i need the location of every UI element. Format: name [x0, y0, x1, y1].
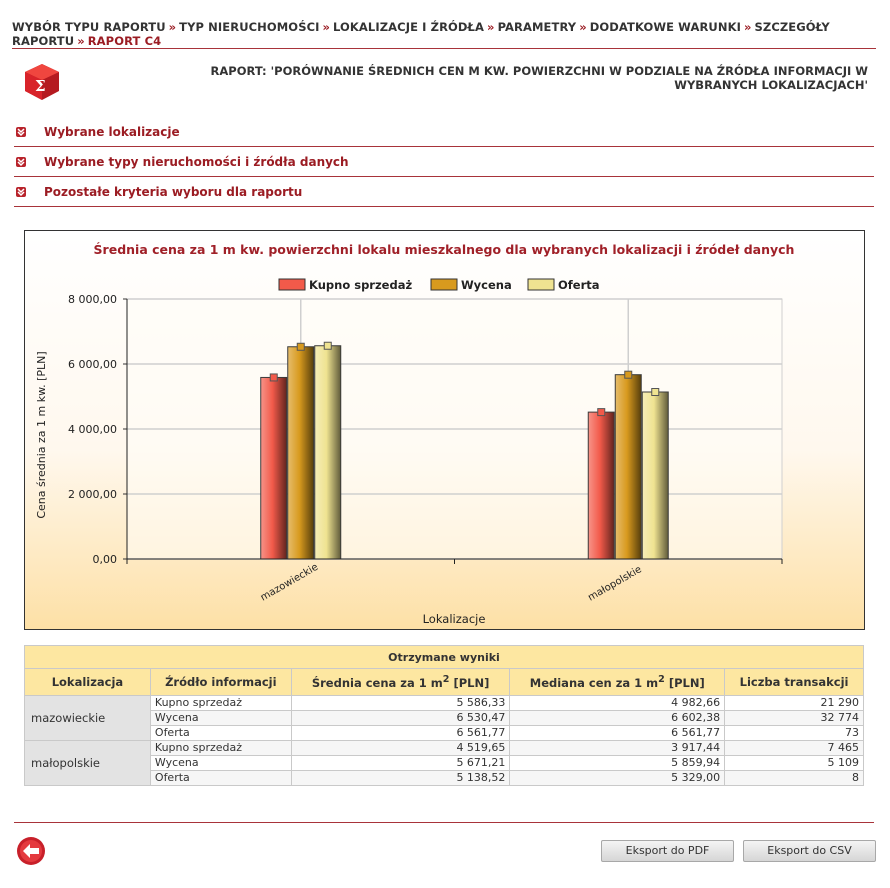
count-cell: 7 465	[725, 741, 864, 756]
location-cell: mazowieckie	[25, 696, 151, 741]
bar-oferta	[315, 346, 341, 559]
legend-swatch	[431, 279, 457, 290]
section-property-types[interactable]	[14, 154, 874, 177]
bar-marker	[652, 388, 659, 395]
column-header-median	[510, 669, 725, 696]
source-cell: Oferta	[150, 771, 291, 786]
breadcrumb-separator: »	[322, 20, 331, 34]
legend-label: Oferta	[558, 278, 600, 292]
superscript: 2	[442, 674, 450, 686]
average-cell: 6 561,77	[291, 726, 510, 741]
svg-text:Σ: Σ	[35, 77, 46, 95]
count-cell: 21 290	[725, 696, 864, 711]
header-divider	[12, 48, 876, 49]
breadcrumb-separator: »	[743, 20, 752, 34]
table-row	[25, 711, 864, 726]
breadcrumb-separator: »	[77, 34, 85, 48]
y-tick-label: 8 000,00	[68, 293, 117, 306]
count-cell: 73	[725, 726, 864, 741]
bar-wycena	[288, 347, 314, 559]
y-tick-label: 4 000,00	[68, 423, 117, 436]
header-unit: [PLN]	[453, 675, 490, 690]
breadcrumb-separator: »	[487, 20, 495, 34]
bar-kupno-sprzeda-	[588, 412, 614, 559]
breadcrumb-item-property-type[interactable]: TYP NIERUCHOMOŚCI	[179, 20, 320, 34]
y-tick-label: 2 000,00	[68, 488, 117, 501]
table-row	[25, 696, 864, 711]
chevron-down-icon	[16, 187, 26, 197]
chart-title: Średnia cena za 1 m kw. powierzchni lokalu mieszkalnego dla wybranych lokalizacji i źródeł danych	[93, 242, 795, 257]
table-row	[25, 756, 864, 771]
chevron-down-icon	[16, 127, 26, 137]
table-row	[25, 726, 864, 741]
header-text: Mediana cen za 1 m	[529, 675, 659, 690]
legend-swatch	[279, 279, 305, 290]
breadcrumb-item-locations[interactable]: LOKALIZACJE I ŹRÓDŁA	[333, 20, 485, 34]
bar-oferta	[642, 392, 668, 559]
report-title: RAPORT: 'PORÓWNANIE ŚREDNICH CEN M KW. POWIERZCHNI W PODZIALE NA ŹRÓDŁA INFORMACJI W WYBRANYCH LOKALIZACJACH'	[210, 64, 868, 92]
y-tick-label: 6 000,00	[68, 358, 117, 371]
results-table	[24, 645, 864, 786]
section-label: Pozostałe kryteria wyboru dla raportu	[44, 185, 303, 199]
section-other-criteria[interactable]	[14, 184, 874, 207]
bar-kupno-sprzeda-	[261, 377, 287, 559]
y-tick-label: 0,00	[92, 553, 117, 566]
location-cell: małopolskie	[25, 741, 151, 786]
sigma-cube-icon	[22, 62, 62, 102]
breadcrumb	[12, 20, 878, 48]
source-cell: Wycena	[150, 756, 291, 771]
breadcrumb-item-conditions[interactable]: DODATKOWE WARUNKI	[589, 20, 741, 34]
source-cell: Oferta	[150, 726, 291, 741]
bar-chart	[24, 230, 865, 630]
chevron-down-icon	[16, 157, 26, 167]
breadcrumb-separator: »	[168, 20, 177, 34]
column-header-source: Źródło informacji	[150, 669, 291, 696]
export-pdf-button[interactable]: Eksport do PDF	[601, 840, 734, 862]
breadcrumb-item-report-type[interactable]: WYBÓR TYPU RAPORTU	[12, 20, 166, 34]
median-cell: 6 602,38	[510, 711, 725, 726]
bar-marker	[625, 371, 632, 378]
breadcrumb-item-details[interactable]: SZCZEGÓŁY RAPORTU	[12, 20, 830, 48]
breadcrumb-item-parameters[interactable]: PARAMETRY	[497, 20, 577, 34]
legend-swatch	[528, 279, 554, 290]
section-label: Wybrane typy nieruchomości i źródła danych	[44, 155, 349, 169]
bar-marker	[598, 409, 605, 416]
count-cell: 5 109	[725, 756, 864, 771]
breadcrumb-separator: »	[579, 20, 587, 34]
results-caption: Otrzymane wyniki	[25, 646, 864, 669]
bar-marker	[324, 342, 331, 349]
average-cell: 4 519,65	[291, 741, 510, 756]
median-cell: 3 917,44	[510, 741, 725, 756]
median-cell: 5 859,94	[510, 756, 725, 771]
column-header-location: Lokalizacja	[25, 669, 151, 696]
section-selected-locations[interactable]	[14, 124, 874, 147]
count-cell: 32 774	[725, 711, 864, 726]
table-row	[25, 741, 864, 756]
legend-label: Wycena	[461, 278, 512, 292]
breadcrumb-current: RAPORT C4	[87, 34, 162, 48]
x-tick-label: małopolskie	[586, 564, 644, 604]
average-cell: 6 530,47	[291, 711, 510, 726]
median-cell: 5 329,00	[510, 771, 725, 786]
source-cell: Kupno sprzedaż	[150, 741, 291, 756]
average-cell: 5 586,33	[291, 696, 510, 711]
source-cell: Wycena	[150, 711, 291, 726]
count-cell: 8	[725, 771, 864, 786]
section-label: Wybrane lokalizacje	[44, 125, 180, 139]
bar-marker	[297, 343, 304, 350]
bar-marker	[270, 374, 277, 381]
column-header-average	[291, 669, 510, 696]
header-unit: [PLN]	[668, 675, 705, 690]
x-axis-label: Lokalizacje	[422, 612, 486, 626]
footer-divider	[14, 822, 874, 823]
header-text: Średnia cena za 1 m	[311, 675, 443, 690]
x-tick-label: mazowieckie	[258, 561, 321, 604]
average-cell: 5 138,52	[291, 771, 510, 786]
median-cell: 4 982,66	[510, 696, 725, 711]
bar-wycena	[615, 375, 641, 559]
source-cell: Kupno sprzedaż	[150, 696, 291, 711]
y-axis-label: Cena średnia za 1 m kw. [PLN]	[35, 351, 48, 519]
average-cell: 5 671,21	[291, 756, 510, 771]
superscript: 2	[658, 674, 665, 686]
export-csv-button[interactable]: Eksport do CSV	[743, 840, 876, 862]
table-row	[25, 771, 864, 786]
median-cell: 6 561,77	[510, 726, 725, 741]
back-arrow-icon[interactable]	[16, 836, 46, 866]
column-header-count: Liczba transakcji	[725, 669, 864, 696]
legend-label: Kupno sprzedaż	[309, 278, 413, 292]
chart-svg	[25, 231, 864, 629]
